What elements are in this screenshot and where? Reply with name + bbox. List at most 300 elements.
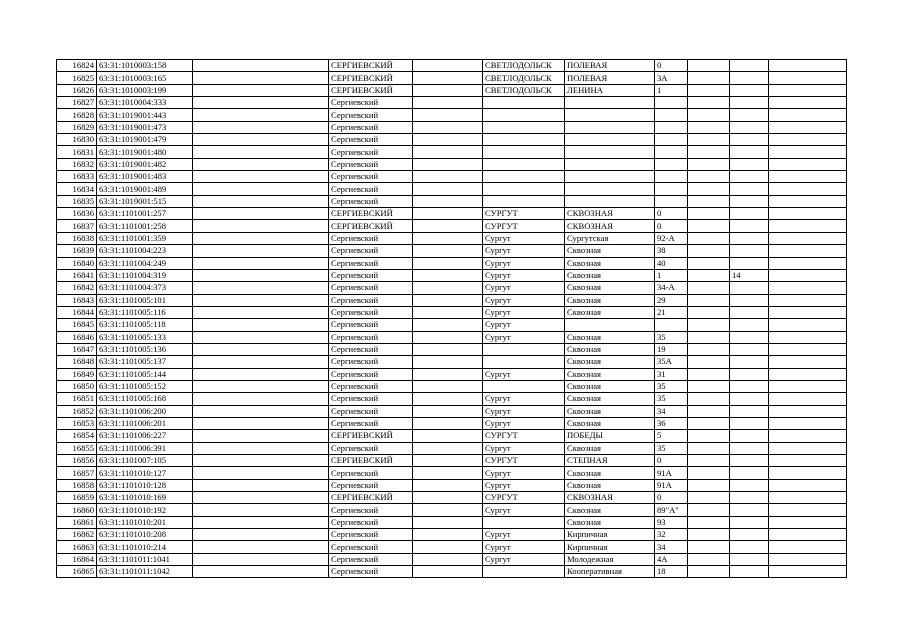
blank-cell-a [193, 319, 329, 331]
blank-cell-a [193, 405, 329, 417]
blank-cell-d [769, 60, 847, 72]
blank-cell-a [193, 331, 329, 343]
cadastral-number-cell: 63:31:1101007:105 [97, 455, 193, 467]
district-cell: Сергиевский [329, 245, 413, 257]
blank-cell-d [769, 121, 847, 133]
district-cell: Сергиевский [329, 566, 413, 578]
blank-cell-d [769, 541, 847, 553]
locality-cell: СУРГУТ [483, 430, 565, 442]
row-number-cell: 16838 [57, 232, 97, 244]
blank-cell-a [193, 430, 329, 442]
house-number-cell: 31 [655, 368, 688, 380]
blank-cell-a [193, 479, 329, 491]
locality-cell: Сургут [483, 553, 565, 565]
table-row [57, 195, 847, 207]
blank-cell-a [193, 146, 329, 158]
table-row [57, 220, 847, 232]
row-number-cell: 16835 [57, 195, 97, 207]
apartment-cell [730, 553, 769, 565]
district-cell: Сергиевский [329, 183, 413, 195]
district-cell: Сергиевский [329, 380, 413, 392]
blank-cell-c [688, 60, 730, 72]
table-row [57, 405, 847, 417]
blank-cell-c [688, 566, 730, 578]
row-number-cell: 16846 [57, 331, 97, 343]
blank-cell-d [769, 356, 847, 368]
blank-cell-c [688, 72, 730, 84]
cadastral-number-cell: 63:31:1101005:133 [97, 331, 193, 343]
row-number-cell: 16856 [57, 455, 97, 467]
locality-cell: СУРГУТ [483, 492, 565, 504]
blank-cell-a [193, 492, 329, 504]
cadastral-number-cell: 63:31:1019001:443 [97, 109, 193, 121]
blank-cell-b [413, 479, 483, 491]
table-row [57, 356, 847, 368]
table-row [57, 393, 847, 405]
house-number-cell [655, 183, 688, 195]
blank-cell-b [413, 245, 483, 257]
cadastral-number-cell: 63:31:1019001:515 [97, 195, 193, 207]
locality-cell [483, 121, 565, 133]
blank-cell-c [688, 306, 730, 318]
table-row [57, 294, 847, 306]
blank-cell-b [413, 319, 483, 331]
house-number-cell: 91А [655, 479, 688, 491]
house-number-cell: 35 [655, 380, 688, 392]
blank-cell-b [413, 331, 483, 343]
row-number-cell: 16843 [57, 294, 97, 306]
row-number-cell: 16864 [57, 553, 97, 565]
blank-cell-d [769, 553, 847, 565]
house-number-cell [655, 158, 688, 170]
locality-cell [483, 195, 565, 207]
house-number-cell: 19 [655, 343, 688, 355]
blank-cell-c [688, 245, 730, 257]
apartment-cell [730, 393, 769, 405]
locality-cell: СУРГУТ [483, 220, 565, 232]
table-row [57, 504, 847, 516]
apartment-cell [730, 442, 769, 454]
table-row [57, 566, 847, 578]
district-cell: Сергиевский [329, 146, 413, 158]
cadastral-number-cell: 63:31:1101010:208 [97, 529, 193, 541]
blank-cell-b [413, 455, 483, 467]
blank-cell-d [769, 257, 847, 269]
cadastral-number-cell: 63:31:1019001:483 [97, 171, 193, 183]
table-row [57, 380, 847, 392]
district-cell: Сергиевский [329, 319, 413, 331]
blank-cell-a [193, 171, 329, 183]
blank-cell-a [193, 343, 329, 355]
street-cell [565, 134, 655, 146]
blank-cell-d [769, 529, 847, 541]
house-number-cell: 3А [655, 72, 688, 84]
locality-cell: Сургут [483, 331, 565, 343]
blank-cell-c [688, 516, 730, 528]
locality-cell [483, 516, 565, 528]
district-cell: Сергиевский [329, 294, 413, 306]
district-cell: Сергиевский [329, 97, 413, 109]
apartment-cell [730, 504, 769, 516]
street-cell: Молодежная [565, 553, 655, 565]
table-row [57, 479, 847, 491]
district-cell: Сергиевский [329, 171, 413, 183]
blank-cell-d [769, 232, 847, 244]
blank-cell-d [769, 467, 847, 479]
cadastral-number-cell: 63:31:1101004:223 [97, 245, 193, 257]
blank-cell-c [688, 121, 730, 133]
cadastral-number-cell: 63:31:1101004:373 [97, 282, 193, 294]
cadastral-number-cell: 63:31:1010003:199 [97, 84, 193, 96]
house-number-cell: 35 [655, 393, 688, 405]
district-cell: СЕРГИЕВСКИЙ [329, 60, 413, 72]
apartment-cell [730, 158, 769, 170]
table-row [57, 84, 847, 96]
row-number-cell: 16853 [57, 417, 97, 429]
blank-cell-c [688, 257, 730, 269]
blank-cell-a [193, 306, 329, 318]
row-number-cell: 16851 [57, 393, 97, 405]
blank-cell-c [688, 393, 730, 405]
apartment-cell [730, 109, 769, 121]
street-cell: Сквозная [565, 380, 655, 392]
blank-cell-a [193, 455, 329, 467]
row-number-cell: 16833 [57, 171, 97, 183]
house-number-cell [655, 195, 688, 207]
house-number-cell: 34 [655, 405, 688, 417]
cadastral-number-cell: 63:31:1019001:473 [97, 121, 193, 133]
locality-cell: Сургут [483, 257, 565, 269]
locality-cell [483, 380, 565, 392]
blank-cell-d [769, 566, 847, 578]
apartment-cell [730, 405, 769, 417]
apartment-cell [730, 146, 769, 158]
house-number-cell: 40 [655, 257, 688, 269]
blank-cell-b [413, 405, 483, 417]
house-number-cell: 0 [655, 60, 688, 72]
street-cell: СКВОЗНАЯ [565, 492, 655, 504]
blank-cell-a [193, 553, 329, 565]
locality-cell: Сургут [483, 393, 565, 405]
table-row [57, 158, 847, 170]
blank-cell-b [413, 282, 483, 294]
district-cell: Сергиевский [329, 442, 413, 454]
table-row [57, 455, 847, 467]
apartment-cell [730, 245, 769, 257]
blank-cell-a [193, 467, 329, 479]
blank-cell-b [413, 134, 483, 146]
table-row [57, 331, 847, 343]
district-cell: Сергиевский [329, 504, 413, 516]
locality-cell [483, 356, 565, 368]
locality-cell [483, 171, 565, 183]
cadastral-registry-table [56, 59, 847, 578]
blank-cell-c [688, 331, 730, 343]
table-row [57, 282, 847, 294]
row-number-cell: 16837 [57, 220, 97, 232]
blank-cell-a [193, 134, 329, 146]
district-cell: Сергиевский [329, 393, 413, 405]
house-number-cell: 29 [655, 294, 688, 306]
street-cell: Сквозная [565, 356, 655, 368]
district-cell: СЕРГИЕВСКИЙ [329, 220, 413, 232]
locality-cell [483, 97, 565, 109]
blank-cell-a [193, 97, 329, 109]
locality-cell: Сургут [483, 442, 565, 454]
street-cell: Кирпичная [565, 541, 655, 553]
table-row [57, 516, 847, 528]
table-row [57, 541, 847, 553]
blank-cell-a [193, 158, 329, 170]
blank-cell-d [769, 269, 847, 281]
blank-cell-a [193, 84, 329, 96]
blank-cell-b [413, 208, 483, 220]
locality-cell: Сургут [483, 294, 565, 306]
house-number-cell [655, 121, 688, 133]
blank-cell-b [413, 306, 483, 318]
blank-cell-a [193, 442, 329, 454]
table-row [57, 442, 847, 454]
table-row [57, 319, 847, 331]
blank-cell-b [413, 492, 483, 504]
blank-cell-a [193, 109, 329, 121]
cadastral-number-cell: 63:31:1101006:391 [97, 442, 193, 454]
locality-cell [483, 183, 565, 195]
apartment-cell [730, 232, 769, 244]
apartment-cell [730, 430, 769, 442]
district-cell: Сергиевский [329, 232, 413, 244]
blank-cell-c [688, 208, 730, 220]
apartment-cell [730, 282, 769, 294]
blank-cell-d [769, 208, 847, 220]
blank-cell-a [193, 72, 329, 84]
blank-cell-b [413, 195, 483, 207]
street-cell: Сквозная [565, 442, 655, 454]
row-number-cell: 16854 [57, 430, 97, 442]
blank-cell-a [193, 60, 329, 72]
blank-cell-c [688, 171, 730, 183]
locality-cell: Сургут [483, 245, 565, 257]
blank-cell-a [193, 380, 329, 392]
row-number-cell: 16836 [57, 208, 97, 220]
cadastral-number-cell: 63:31:1101010:128 [97, 479, 193, 491]
blank-cell-d [769, 492, 847, 504]
apartment-cell [730, 319, 769, 331]
registry-body [57, 60, 847, 578]
apartment-cell [730, 529, 769, 541]
locality-cell: СВЕТЛОДОЛЬСК [483, 60, 565, 72]
blank-cell-d [769, 479, 847, 491]
blank-cell-b [413, 368, 483, 380]
district-cell: Сергиевский [329, 269, 413, 281]
apartment-cell [730, 417, 769, 429]
apartment-cell [730, 97, 769, 109]
apartment-cell [730, 72, 769, 84]
house-number-cell: 34 [655, 541, 688, 553]
row-number-cell: 16859 [57, 492, 97, 504]
blank-cell-b [413, 541, 483, 553]
street-cell [565, 183, 655, 195]
blank-cell-b [413, 380, 483, 392]
blank-cell-b [413, 269, 483, 281]
blank-cell-a [193, 220, 329, 232]
blank-cell-c [688, 84, 730, 96]
blank-cell-d [769, 84, 847, 96]
blank-cell-c [688, 430, 730, 442]
apartment-cell [730, 294, 769, 306]
cadastral-number-cell: 63:31:1101006:227 [97, 430, 193, 442]
street-cell: СТЕПНАЯ [565, 455, 655, 467]
row-number-cell: 16863 [57, 541, 97, 553]
blank-cell-b [413, 393, 483, 405]
blank-cell-b [413, 72, 483, 84]
street-cell: Сквозная [565, 245, 655, 257]
blank-cell-d [769, 380, 847, 392]
apartment-cell [730, 183, 769, 195]
blank-cell-c [688, 294, 730, 306]
cadastral-number-cell: 63:31:1101011:1042 [97, 566, 193, 578]
district-cell: Сергиевский [329, 405, 413, 417]
row-number-cell: 16826 [57, 84, 97, 96]
street-cell: Кооперативная [565, 566, 655, 578]
apartment-cell [730, 356, 769, 368]
district-cell: Сергиевский [329, 306, 413, 318]
blank-cell-c [688, 232, 730, 244]
blank-cell-b [413, 60, 483, 72]
cadastral-number-cell: 63:31:1101005:116 [97, 306, 193, 318]
locality-cell: Сургут [483, 529, 565, 541]
district-cell: Сергиевский [329, 368, 413, 380]
blank-cell-b [413, 417, 483, 429]
street-cell: Сквозная [565, 282, 655, 294]
house-number-cell: 35 [655, 331, 688, 343]
house-number-cell: 1 [655, 84, 688, 96]
locality-cell: Сургут [483, 479, 565, 491]
row-number-cell: 16860 [57, 504, 97, 516]
blank-cell-c [688, 146, 730, 158]
row-number-cell: 16857 [57, 467, 97, 479]
row-number-cell: 16824 [57, 60, 97, 72]
house-number-cell [655, 146, 688, 158]
blank-cell-c [688, 109, 730, 121]
table-row [57, 430, 847, 442]
table-row [57, 492, 847, 504]
house-number-cell: 0 [655, 492, 688, 504]
blank-cell-b [413, 294, 483, 306]
blank-cell-a [193, 245, 329, 257]
street-cell: Кирпичная [565, 529, 655, 541]
locality-cell: Сургут [483, 504, 565, 516]
house-number-cell: 35 [655, 442, 688, 454]
row-number-cell: 16839 [57, 245, 97, 257]
blank-cell-c [688, 467, 730, 479]
street-cell [565, 97, 655, 109]
house-number-cell [655, 319, 688, 331]
table-row [57, 109, 847, 121]
blank-cell-c [688, 356, 730, 368]
blank-cell-c [688, 195, 730, 207]
row-number-cell: 16841 [57, 269, 97, 281]
blank-cell-a [193, 541, 329, 553]
street-cell [565, 146, 655, 158]
blank-cell-b [413, 158, 483, 170]
table-row [57, 467, 847, 479]
apartment-cell [730, 134, 769, 146]
apartment-cell [730, 257, 769, 269]
locality-cell [483, 343, 565, 355]
district-cell: Сергиевский [329, 467, 413, 479]
blank-cell-a [193, 566, 329, 578]
apartment-cell [730, 306, 769, 318]
district-cell: Сергиевский [329, 121, 413, 133]
cadastral-number-cell: 63:31:1101005:136 [97, 343, 193, 355]
locality-cell: Сургут [483, 541, 565, 553]
blank-cell-a [193, 417, 329, 429]
house-number-cell [655, 134, 688, 146]
locality-cell: Сургут [483, 282, 565, 294]
locality-cell [483, 566, 565, 578]
blank-cell-d [769, 183, 847, 195]
locality-cell: СУРГУТ [483, 455, 565, 467]
cadastral-number-cell: 63:31:1101010:214 [97, 541, 193, 553]
locality-cell: Сургут [483, 467, 565, 479]
apartment-cell [730, 492, 769, 504]
cadastral-number-cell: 63:31:1101010:127 [97, 467, 193, 479]
blank-cell-c [688, 343, 730, 355]
table-row [57, 208, 847, 220]
blank-cell-b [413, 121, 483, 133]
blank-cell-c [688, 158, 730, 170]
house-number-cell: 92-А [655, 232, 688, 244]
blank-cell-d [769, 109, 847, 121]
row-number-cell: 16850 [57, 380, 97, 392]
blank-cell-a [193, 269, 329, 281]
district-cell: Сергиевский [329, 553, 413, 565]
street-cell: СКВОЗНАЯ [565, 208, 655, 220]
blank-cell-d [769, 331, 847, 343]
locality-cell [483, 146, 565, 158]
district-cell: Сергиевский [329, 195, 413, 207]
locality-cell [483, 134, 565, 146]
apartment-cell [730, 479, 769, 491]
row-number-cell: 16831 [57, 146, 97, 158]
apartment-cell [730, 368, 769, 380]
house-number-cell [655, 109, 688, 121]
street-cell: Сквозная [565, 417, 655, 429]
cadastral-number-cell: 63:31:1101010:169 [97, 492, 193, 504]
apartment-cell [730, 331, 769, 343]
cadastral-number-cell: 63:31:1101005:144 [97, 368, 193, 380]
apartment-cell [730, 380, 769, 392]
house-number-cell: 91А [655, 467, 688, 479]
blank-cell-c [688, 269, 730, 281]
blank-cell-d [769, 343, 847, 355]
cadastral-number-cell: 63:31:1101004:319 [97, 269, 193, 281]
blank-cell-a [193, 183, 329, 195]
cadastral-number-cell: 63:31:1101005:118 [97, 319, 193, 331]
apartment-cell [730, 60, 769, 72]
blank-cell-b [413, 356, 483, 368]
street-cell: Сквозная [565, 294, 655, 306]
cadastral-number-cell: 63:31:1101005:137 [97, 356, 193, 368]
row-number-cell: 16844 [57, 306, 97, 318]
row-number-cell: 16862 [57, 529, 97, 541]
street-cell: Сургутская [565, 232, 655, 244]
blank-cell-a [193, 282, 329, 294]
cadastral-number-cell: 63:31:1010003:165 [97, 72, 193, 84]
row-number-cell: 16825 [57, 72, 97, 84]
table-row [57, 232, 847, 244]
